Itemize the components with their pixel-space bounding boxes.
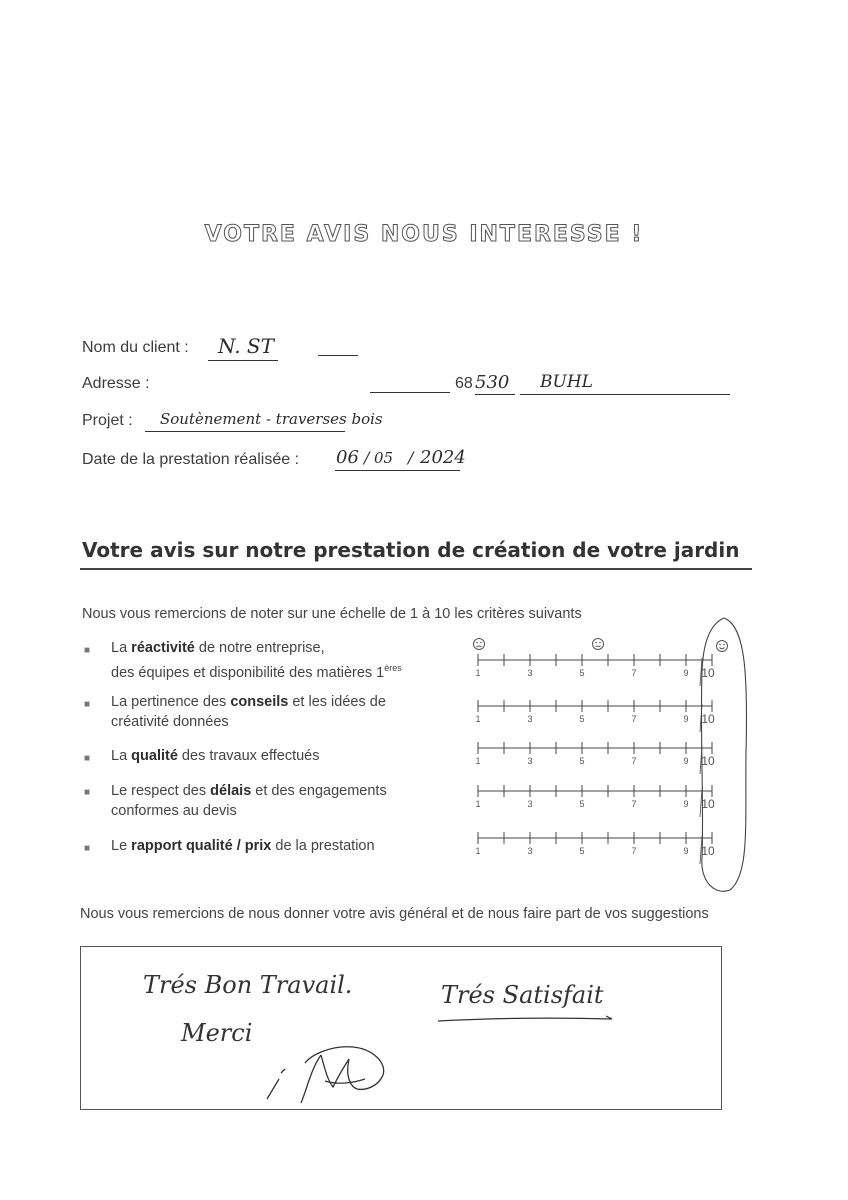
suggestions-intro: Nous vous remercions de nous donner votre avis général et de nous faire part de vos suggestions xyxy=(80,906,709,922)
scale-label-5: 5 xyxy=(579,714,585,724)
address-city-underline xyxy=(520,394,730,395)
address-label: Adresse : xyxy=(82,375,150,392)
rating-intro: Nous vous remercions de noter sur une échelle de 1 à 10 les critères suivants xyxy=(82,606,582,622)
scale-label-9: 9 xyxy=(683,714,689,724)
comment-right: Trés Satisfait xyxy=(441,981,604,1009)
address-street-underline xyxy=(370,392,450,393)
date-month[interactable]: 05 xyxy=(374,449,394,467)
scale-label-1: 1 xyxy=(475,714,481,724)
section-divider xyxy=(80,568,752,570)
scale-label-10: 10 xyxy=(701,797,715,811)
criterion-price-quality: Le rapport qualité / prix de la prestation xyxy=(111,838,375,854)
client-name-value[interactable]: N. ST xyxy=(218,334,274,358)
scale-label-7: 7 xyxy=(631,799,637,809)
criterion-reactivity: La réactivité de notre entreprise, des équipes et disponibilité des matières 1ères xyxy=(111,640,402,681)
address-postcode-prefix: 68 xyxy=(455,375,473,392)
project-value[interactable]: Soutènement - traverses bois xyxy=(160,410,383,428)
scale-label-10: 10 xyxy=(701,712,715,726)
address-postcode-handwritten[interactable]: 530 xyxy=(475,372,510,393)
scale-label-3: 3 xyxy=(527,846,533,856)
scale-label-7: 7 xyxy=(631,756,637,766)
scale-label-9: 9 xyxy=(683,668,689,678)
address-city[interactable]: BUHL xyxy=(540,372,593,392)
scale-label-5: 5 xyxy=(579,799,585,809)
scale-label-7: 7 xyxy=(631,668,637,678)
client-name-underline-2 xyxy=(318,355,358,356)
scale-label-9: 9 xyxy=(683,799,689,809)
bullet-icon: ■ xyxy=(84,699,91,710)
comment-line-1: Trés Bon Travail. xyxy=(143,971,353,999)
project-label: Projet : xyxy=(82,412,133,429)
criterion-quality: La qualité des travaux effectués xyxy=(111,748,320,764)
section-title: Votre avis sur notre prestation de création de votre jardin xyxy=(82,538,740,562)
scale-label-9: 9 xyxy=(683,756,689,766)
date-label: Date de la prestation réalisée : xyxy=(82,451,300,468)
scale-label-1: 1 xyxy=(475,756,481,766)
comment-box[interactable] xyxy=(80,946,722,1110)
scale-label-1: 1 xyxy=(475,668,481,678)
comment-underline-stroke xyxy=(436,1013,616,1025)
scale-label-3: 3 xyxy=(527,714,533,724)
date-day[interactable]: 06 xyxy=(336,447,359,468)
scale-label-9: 9 xyxy=(683,846,689,856)
bullet-icon: ■ xyxy=(84,645,91,656)
scale-label-10: 10 xyxy=(701,754,715,768)
scale-label-3: 3 xyxy=(527,799,533,809)
signature-icon xyxy=(241,1029,401,1107)
scale-label-7: 7 xyxy=(631,714,637,724)
scale-label-3: 3 xyxy=(527,756,533,766)
scale-label-10: 10 xyxy=(701,844,715,858)
scale-label-7: 7 xyxy=(631,846,637,856)
scale-label-1: 1 xyxy=(475,799,481,809)
client-name-underline xyxy=(208,360,278,361)
address-postcode-underline xyxy=(475,394,515,395)
scale-label-10: 10 xyxy=(701,666,715,680)
page-title: VOTRE AVIS NOUS INTERESSE ! xyxy=(204,222,644,247)
criterion-deadlines: Le respect des délais et des engagements conformes au devis xyxy=(111,783,387,819)
bullet-icon: ■ xyxy=(84,843,91,854)
scale-label-5: 5 xyxy=(579,846,585,856)
handwritten-circle-mark xyxy=(690,612,760,896)
criterion-advice: La pertinence des conseils et les idées de créativité données xyxy=(111,694,386,730)
date-underline xyxy=(335,470,460,471)
scale-label-5: 5 xyxy=(579,668,585,678)
date-year[interactable]: 2024 xyxy=(420,447,466,468)
scale-label-1: 1 xyxy=(475,846,481,856)
comment-line-2: Merci xyxy=(181,1019,253,1047)
bullet-icon: ■ xyxy=(84,753,91,764)
scale-label-3: 3 xyxy=(527,668,533,678)
client-name-label: Nom du client : xyxy=(82,339,189,356)
project-underline xyxy=(145,431,345,432)
bullet-icon: ■ xyxy=(84,787,91,798)
scale-label-5: 5 xyxy=(579,756,585,766)
